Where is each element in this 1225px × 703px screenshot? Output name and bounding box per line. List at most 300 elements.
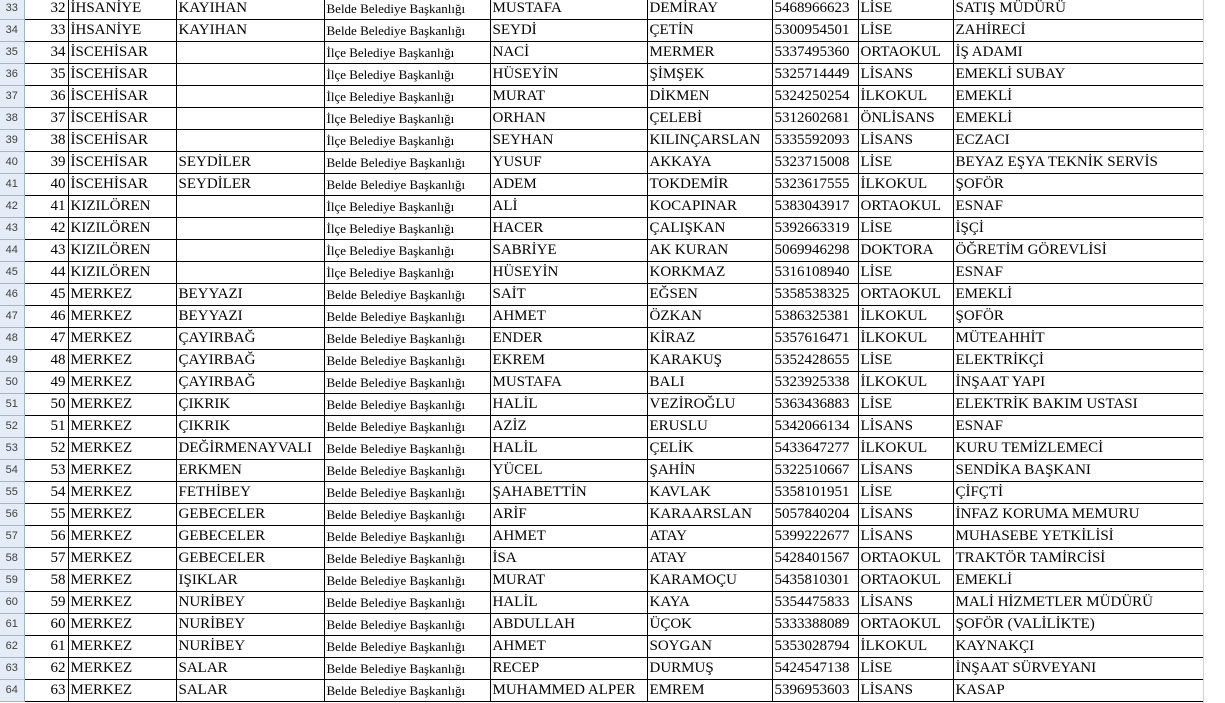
cell-ogrenim[interactable]: LİSANS (858, 526, 953, 548)
cell-ilce[interactable]: İSCEHİSAR (68, 108, 176, 130)
cell-sira-no[interactable]: 36 (24, 86, 68, 108)
row-header[interactable]: 61 (0, 614, 24, 636)
cell-ad[interactable]: HALİL (490, 394, 647, 416)
cell-sira-no[interactable]: 45 (24, 284, 68, 306)
cell-ilce[interactable]: İSCEHİSAR (68, 130, 176, 152)
cell-meslek[interactable]: MALİ HİZMETLER MÜDÜRÜ (953, 592, 1203, 614)
cell-ad[interactable]: RECEP (490, 658, 647, 680)
cell-ogrenim[interactable]: ORTAOKUL (858, 196, 953, 218)
cell-ad[interactable]: HALİL (490, 592, 647, 614)
cell-ilce[interactable]: MERKEZ (68, 350, 176, 372)
cell-ilce[interactable]: MERKEZ (68, 592, 176, 614)
cell-ogrenim[interactable]: LİSE (858, 0, 953, 20)
cell-ogrenim[interactable]: LİSANS (858, 130, 953, 152)
cell-soyad[interactable]: DİKMEN (647, 86, 772, 108)
cell-telefon[interactable]: 5322510667 (772, 460, 858, 482)
cell-belde[interactable]: FETHİBEY (176, 482, 324, 504)
cell-sira-no[interactable]: 59 (24, 592, 68, 614)
cell-ad[interactable]: MURAT (490, 570, 647, 592)
cell-ilce[interactable]: KIZILÖREN (68, 240, 176, 262)
cell-baskanlik[interactable]: Belde Belediye Başkanlığı (324, 350, 490, 372)
cell-ogrenim[interactable]: LİSANS (858, 416, 953, 438)
cell-soyad[interactable]: VEZİROĞLU (647, 394, 772, 416)
cell-sira-no[interactable]: 39 (24, 152, 68, 174)
cell-meslek[interactable]: BEYAZ EŞYA TEKNİK SERVİS (953, 152, 1203, 174)
cell-belde[interactable] (176, 86, 324, 108)
cell-telefon[interactable]: 5323925338 (772, 372, 858, 394)
cell-sira-no[interactable]: 48 (24, 350, 68, 372)
cell-telefon[interactable]: 5342066134 (772, 416, 858, 438)
cell-ilce[interactable]: KIZILÖREN (68, 262, 176, 284)
cell-belde[interactable]: ÇIKRIK (176, 394, 324, 416)
cell-baskanlik[interactable]: Belde Belediye Başkanlığı (324, 592, 490, 614)
cell-soyad[interactable]: KARAMOÇU (647, 570, 772, 592)
cell-soyad[interactable]: KAYA (647, 592, 772, 614)
cell-sira-no[interactable]: 50 (24, 394, 68, 416)
row-header[interactable]: 44 (0, 240, 24, 262)
cell-soyad[interactable]: EMREM (647, 680, 772, 702)
cell-ogrenim[interactable]: ORTAOKUL (858, 614, 953, 636)
cell-sira-no[interactable]: 46 (24, 306, 68, 328)
cell-meslek[interactable]: EMEKLİ (953, 570, 1203, 592)
row-header[interactable]: 47 (0, 306, 24, 328)
cell-belde[interactable]: IŞIKLAR (176, 570, 324, 592)
cell-meslek[interactable]: SATIŞ MÜDÜRÜ (953, 0, 1203, 20)
cell-ilce[interactable]: İSCEHİSAR (68, 86, 176, 108)
cell-meslek[interactable]: İNŞAAT SÜRVEYANI (953, 658, 1203, 680)
cell-sira-no[interactable]: 47 (24, 328, 68, 350)
cell-belde[interactable]: KAYIHAN (176, 0, 324, 20)
row-header[interactable]: 39 (0, 130, 24, 152)
row-header[interactable]: 58 (0, 548, 24, 570)
cell-ilce[interactable]: MERKEZ (68, 306, 176, 328)
cell-ilce[interactable]: MERKEZ (68, 284, 176, 306)
cell-ilce[interactable]: MERKEZ (68, 570, 176, 592)
cell-ogrenim[interactable]: İLKOKUL (858, 86, 953, 108)
cell-ad[interactable]: HÜSEYİN (490, 64, 647, 86)
cell-telefon[interactable]: 5354475833 (772, 592, 858, 614)
cell-sira-no[interactable]: 52 (24, 438, 68, 460)
cell-soyad[interactable]: ATAY (647, 526, 772, 548)
cell-telefon[interactable]: 5357616471 (772, 328, 858, 350)
cell-telefon[interactable]: 5325714449 (772, 64, 858, 86)
cell-meslek[interactable]: ESNAF (953, 416, 1203, 438)
cell-ilce[interactable]: MERKEZ (68, 416, 176, 438)
cell-ogrenim[interactable]: İLKOKUL (858, 306, 953, 328)
cell-baskanlik[interactable]: İlçe Belediye Başkanlığı (324, 86, 490, 108)
cell-baskanlik[interactable]: İlçe Belediye Başkanlığı (324, 130, 490, 152)
cell-telefon[interactable]: 5363436883 (772, 394, 858, 416)
cell-soyad[interactable]: KORKMAZ (647, 262, 772, 284)
cell-ad[interactable]: HALİL (490, 438, 647, 460)
cell-soyad[interactable]: AKKAYA (647, 152, 772, 174)
cell-ad[interactable]: ORHAN (490, 108, 647, 130)
cell-telefon[interactable]: 5300954501 (772, 20, 858, 42)
row-header[interactable]: 37 (0, 86, 24, 108)
cell-ilce[interactable]: KIZILÖREN (68, 218, 176, 240)
cell-sira-no[interactable]: 43 (24, 240, 68, 262)
cell-meslek[interactable]: ÇİFÇTİ (953, 482, 1203, 504)
cell-telefon[interactable]: 5337495360 (772, 42, 858, 64)
cell-ogrenim[interactable]: LİSE (858, 350, 953, 372)
row-header[interactable]: 57 (0, 526, 24, 548)
cell-telefon[interactable]: 5399222677 (772, 526, 858, 548)
cell-soyad[interactable]: ÜÇOK (647, 614, 772, 636)
cell-ad[interactable]: AHMET (490, 306, 647, 328)
cell-ad[interactable]: MUHAMMED ALPER (490, 680, 647, 702)
cell-meslek[interactable]: İŞÇİ (953, 218, 1203, 240)
cell-ogrenim[interactable]: İLKOKUL (858, 328, 953, 350)
cell-ogrenim[interactable]: LİSANS (858, 460, 953, 482)
cell-ilce[interactable]: İSCEHİSAR (68, 42, 176, 64)
cell-belde[interactable] (176, 262, 324, 284)
cell-belde[interactable]: SALAR (176, 680, 324, 702)
cell-belde[interactable]: GEBECELER (176, 548, 324, 570)
cell-telefon[interactable]: 5358101951 (772, 482, 858, 504)
row-header[interactable]: 34 (0, 20, 24, 42)
cell-baskanlik[interactable]: İlçe Belediye Başkanlığı (324, 64, 490, 86)
cell-belde[interactable]: BEYYAZI (176, 306, 324, 328)
cell-telefon[interactable]: 5396953603 (772, 680, 858, 702)
cell-baskanlik[interactable]: Belde Belediye Başkanlığı (324, 306, 490, 328)
cell-ad[interactable]: NACİ (490, 42, 647, 64)
cell-sira-no[interactable]: 33 (24, 20, 68, 42)
cell-telefon[interactable]: 5383043917 (772, 196, 858, 218)
cell-sira-no[interactable]: 44 (24, 262, 68, 284)
cell-telefon[interactable]: 5353028794 (772, 636, 858, 658)
cell-sira-no[interactable]: 55 (24, 504, 68, 526)
cell-soyad[interactable]: KILINÇARSLAN (647, 130, 772, 152)
cell-ad[interactable]: SAİT (490, 284, 647, 306)
cell-baskanlik[interactable]: Belde Belediye Başkanlığı (324, 460, 490, 482)
cell-ogrenim[interactable]: LİSE (858, 262, 953, 284)
cell-ogrenim[interactable]: ORTAOKUL (858, 570, 953, 592)
cell-meslek[interactable]: ELEKTRİK BAKIM USTASI (953, 394, 1203, 416)
cell-telefon[interactable]: 5312602681 (772, 108, 858, 130)
row-header[interactable]: 35 (0, 42, 24, 64)
cell-belde[interactable]: SEYDİLER (176, 152, 324, 174)
cell-sira-no[interactable]: 53 (24, 460, 68, 482)
cell-sira-no[interactable]: 32 (24, 0, 68, 20)
cell-soyad[interactable]: ŞİMŞEK (647, 64, 772, 86)
cell-belde[interactable]: KAYIHAN (176, 20, 324, 42)
cell-ad[interactable]: ABDULLAH (490, 614, 647, 636)
cell-meslek[interactable]: EMEKLİ SUBAY (953, 64, 1203, 86)
row-header[interactable]: 63 (0, 658, 24, 680)
cell-telefon[interactable]: 5316108940 (772, 262, 858, 284)
cell-ilce[interactable]: MERKEZ (68, 658, 176, 680)
cell-sira-no[interactable]: 56 (24, 526, 68, 548)
row-header[interactable]: 41 (0, 174, 24, 196)
cell-baskanlik[interactable]: Belde Belediye Başkanlığı (324, 548, 490, 570)
cell-baskanlik[interactable]: Belde Belediye Başkanlığı (324, 328, 490, 350)
cell-ad[interactable]: HACER (490, 218, 647, 240)
cell-telefon[interactable]: 5333388089 (772, 614, 858, 636)
cell-baskanlik[interactable]: Belde Belediye Başkanlığı (324, 570, 490, 592)
cell-ad[interactable]: YÜCEL (490, 460, 647, 482)
cell-meslek[interactable]: İNŞAAT YAPI (953, 372, 1203, 394)
cell-ogrenim[interactable]: ÖNLİSANS (858, 108, 953, 130)
cell-soyad[interactable]: ÇELİK (647, 438, 772, 460)
cell-baskanlik[interactable]: Belde Belediye Başkanlığı (324, 416, 490, 438)
cell-meslek[interactable]: SENDİKA BAŞKANI (953, 460, 1203, 482)
cell-sira-no[interactable]: 38 (24, 130, 68, 152)
cell-telefon[interactable]: 5323715008 (772, 152, 858, 174)
cell-baskanlik[interactable]: Belde Belediye Başkanlığı (324, 526, 490, 548)
cell-soyad[interactable]: TOKDEMİR (647, 174, 772, 196)
row-header[interactable]: 45 (0, 262, 24, 284)
cell-ilce[interactable]: MERKEZ (68, 438, 176, 460)
cell-soyad[interactable]: ERUSLU (647, 416, 772, 438)
cell-sira-no[interactable]: 57 (24, 548, 68, 570)
cell-baskanlik[interactable]: Belde Belediye Başkanlığı (324, 0, 490, 20)
cell-ad[interactable]: AZİZ (490, 416, 647, 438)
cell-ogrenim[interactable]: ORTAOKUL (858, 42, 953, 64)
cell-ilce[interactable]: MERKEZ (68, 372, 176, 394)
cell-ogrenim[interactable]: LİSE (858, 152, 953, 174)
cell-meslek[interactable]: ŞOFÖR (953, 306, 1203, 328)
cell-soyad[interactable]: SOYGAN (647, 636, 772, 658)
cell-ogrenim[interactable]: LİSE (858, 482, 953, 504)
cell-meslek[interactable]: ŞOFÖR (VALİLİKTE) (953, 614, 1203, 636)
cell-baskanlik[interactable]: İlçe Belediye Başkanlığı (324, 196, 490, 218)
cell-meslek[interactable]: ECZACI (953, 130, 1203, 152)
cell-sira-no[interactable]: 41 (24, 196, 68, 218)
cell-belde[interactable]: ÇIKRIK (176, 416, 324, 438)
cell-ad[interactable]: EKREM (490, 350, 647, 372)
cell-ogrenim[interactable]: İLKOKUL (858, 174, 953, 196)
cell-baskanlik[interactable]: Belde Belediye Başkanlığı (324, 174, 490, 196)
cell-baskanlik[interactable]: İlçe Belediye Başkanlığı (324, 262, 490, 284)
cell-telefon[interactable]: 5069946298 (772, 240, 858, 262)
cell-meslek[interactable]: ŞOFÖR (953, 174, 1203, 196)
cell-telefon[interactable]: 5358538325 (772, 284, 858, 306)
row-header[interactable]: 54 (0, 460, 24, 482)
row-header[interactable]: 60 (0, 592, 24, 614)
cell-ogrenim[interactable]: İLKOKUL (858, 372, 953, 394)
cell-baskanlik[interactable]: İlçe Belediye Başkanlığı (324, 240, 490, 262)
cell-soyad[interactable]: BALI (647, 372, 772, 394)
cell-baskanlik[interactable]: Belde Belediye Başkanlığı (324, 636, 490, 658)
cell-ilce[interactable]: MERKEZ (68, 548, 176, 570)
cell-sira-no[interactable]: 49 (24, 372, 68, 394)
cell-ad[interactable]: YUSUF (490, 152, 647, 174)
row-header[interactable]: 50 (0, 372, 24, 394)
cell-telefon[interactable]: 5435810301 (772, 570, 858, 592)
cell-soyad[interactable]: EĞSEN (647, 284, 772, 306)
cell-ogrenim[interactable]: LİSANS (858, 680, 953, 702)
cell-ogrenim[interactable]: LİSE (858, 218, 953, 240)
cell-soyad[interactable]: ÇALIŞKAN (647, 218, 772, 240)
cell-baskanlik[interactable]: Belde Belediye Başkanlığı (324, 152, 490, 174)
cell-ilce[interactable]: MERKEZ (68, 504, 176, 526)
cell-ad[interactable]: ŞAHABETTİN (490, 482, 647, 504)
cell-meslek[interactable]: EMEKLİ (953, 108, 1203, 130)
cell-belde[interactable] (176, 130, 324, 152)
cell-belde[interactable]: SEYDİLER (176, 174, 324, 196)
cell-baskanlik[interactable]: Belde Belediye Başkanlığı (324, 482, 490, 504)
cell-ad[interactable]: MUSTAFA (490, 372, 647, 394)
cell-meslek[interactable]: ZAHİRECİ (953, 20, 1203, 42)
cell-meslek[interactable]: ÖĞRETİM GÖREVLİSİ (953, 240, 1203, 262)
cell-belde[interactable] (176, 240, 324, 262)
cell-meslek[interactable]: KASAP (953, 680, 1203, 702)
cell-sira-no[interactable]: 37 (24, 108, 68, 130)
cell-ilce[interactable]: İSCEHİSAR (68, 174, 176, 196)
cell-ilce[interactable]: İSCEHİSAR (68, 64, 176, 86)
cell-belde[interactable] (176, 108, 324, 130)
cell-sira-no[interactable]: 35 (24, 64, 68, 86)
cell-soyad[interactable]: KARAARSLAN (647, 504, 772, 526)
cell-baskanlik[interactable]: Belde Belediye Başkanlığı (324, 614, 490, 636)
cell-soyad[interactable]: DEMİRAY (647, 0, 772, 20)
cell-sira-no[interactable]: 34 (24, 42, 68, 64)
row-header[interactable]: 59 (0, 570, 24, 592)
cell-belde[interactable]: ÇAYIRBAĞ (176, 350, 324, 372)
cell-ogrenim[interactable]: LİSANS (858, 592, 953, 614)
cell-ad[interactable]: HÜSEYİN (490, 262, 647, 284)
cell-ad[interactable]: İSA (490, 548, 647, 570)
cell-ilce[interactable]: MERKEZ (68, 328, 176, 350)
cell-ilce[interactable]: KIZILÖREN (68, 196, 176, 218)
row-header[interactable]: 46 (0, 284, 24, 306)
cell-meslek[interactable]: EMEKLİ (953, 284, 1203, 306)
cell-soyad[interactable]: ÇETİN (647, 20, 772, 42)
cell-ilce[interactable]: MERKEZ (68, 636, 176, 658)
cell-ogrenim[interactable]: ORTAOKUL (858, 548, 953, 570)
cell-ogrenim[interactable]: LİSE (858, 394, 953, 416)
cell-belde[interactable]: NURİBEY (176, 636, 324, 658)
cell-soyad[interactable]: KAVLAK (647, 482, 772, 504)
cell-soyad[interactable]: MERMER (647, 42, 772, 64)
cell-telefon[interactable]: 5468966623 (772, 0, 858, 20)
cell-ogrenim[interactable]: LİSE (858, 658, 953, 680)
cell-soyad[interactable]: DURMUŞ (647, 658, 772, 680)
cell-ilce[interactable]: MERKEZ (68, 680, 176, 702)
cell-soyad[interactable]: ŞAHİN (647, 460, 772, 482)
cell-ad[interactable]: AHMET (490, 636, 647, 658)
cell-telefon[interactable]: 5428401567 (772, 548, 858, 570)
cell-belde[interactable]: ÇAYIRBAĞ (176, 372, 324, 394)
cell-ogrenim[interactable]: LİSE (858, 20, 953, 42)
cell-meslek[interactable]: EMEKLİ (953, 86, 1203, 108)
cell-ad[interactable]: SEYDİ (490, 20, 647, 42)
cell-belde[interactable]: ÇAYIRBAĞ (176, 328, 324, 350)
row-header[interactable]: 43 (0, 218, 24, 240)
row-header[interactable]: 55 (0, 482, 24, 504)
row-header[interactable]: 40 (0, 152, 24, 174)
cell-sira-no[interactable]: 63 (24, 680, 68, 702)
cell-belde[interactable]: ERKMEN (176, 460, 324, 482)
cell-ilce[interactable]: MERKEZ (68, 614, 176, 636)
cell-meslek[interactable]: KURU TEMİZLEMECİ (953, 438, 1203, 460)
cell-telefon[interactable]: 5386325381 (772, 306, 858, 328)
cell-telefon[interactable]: 5424547138 (772, 658, 858, 680)
cell-belde[interactable] (176, 64, 324, 86)
cell-baskanlik[interactable]: Belde Belediye Başkanlığı (324, 394, 490, 416)
cell-telefon[interactable]: 5057840204 (772, 504, 858, 526)
cell-baskanlik[interactable]: Belde Belediye Başkanlığı (324, 372, 490, 394)
row-header[interactable]: 48 (0, 328, 24, 350)
cell-baskanlik[interactable]: Belde Belediye Başkanlığı (324, 438, 490, 460)
cell-ad[interactable]: SABRİYE (490, 240, 647, 262)
cell-sira-no[interactable]: 51 (24, 416, 68, 438)
cell-sira-no[interactable]: 40 (24, 174, 68, 196)
cell-ogrenim[interactable]: ORTAOKUL (858, 284, 953, 306)
cell-belde[interactable]: NURİBEY (176, 592, 324, 614)
cell-sira-no[interactable]: 54 (24, 482, 68, 504)
cell-baskanlik[interactable]: Belde Belediye Başkanlığı (324, 680, 490, 702)
row-header[interactable]: 51 (0, 394, 24, 416)
cell-belde[interactable]: NURİBEY (176, 614, 324, 636)
cell-baskanlik[interactable]: İlçe Belediye Başkanlığı (324, 108, 490, 130)
cell-telefon[interactable]: 5433647277 (772, 438, 858, 460)
cell-belde[interactable]: GEBECELER (176, 526, 324, 548)
cell-telefon[interactable]: 5335592093 (772, 130, 858, 152)
cell-soyad[interactable]: ÇELEBİ (647, 108, 772, 130)
row-header[interactable]: 62 (0, 636, 24, 658)
cell-meslek[interactable]: ESNAF (953, 262, 1203, 284)
cell-ogrenim[interactable]: İLKOKUL (858, 636, 953, 658)
cell-meslek[interactable]: MUHASEBE YETKİLİSİ (953, 526, 1203, 548)
cell-sira-no[interactable]: 60 (24, 614, 68, 636)
cell-meslek[interactable]: İNFAZ KORUMA MEMURU (953, 504, 1203, 526)
cell-ogrenim[interactable]: LİSANS (858, 64, 953, 86)
cell-meslek[interactable]: KAYNAKÇI (953, 636, 1203, 658)
cell-meslek[interactable]: TRAKTÖR TAMİRCİSİ (953, 548, 1203, 570)
row-header[interactable]: 52 (0, 416, 24, 438)
cell-ilce[interactable]: İHSANİYE (68, 0, 176, 20)
cell-ilce[interactable]: MERKEZ (68, 526, 176, 548)
cell-sira-no[interactable]: 42 (24, 218, 68, 240)
cell-ilce[interactable]: MERKEZ (68, 394, 176, 416)
cell-belde[interactable] (176, 42, 324, 64)
cell-ilce[interactable]: MERKEZ (68, 460, 176, 482)
cell-meslek[interactable]: ELEKTRİKÇİ (953, 350, 1203, 372)
row-header[interactable]: 33 (0, 0, 24, 20)
cell-ad[interactable]: MURAT (490, 86, 647, 108)
row-header[interactable]: 42 (0, 196, 24, 218)
cell-meslek[interactable]: ESNAF (953, 196, 1203, 218)
cell-belde[interactable] (176, 196, 324, 218)
cell-sira-no[interactable]: 58 (24, 570, 68, 592)
cell-ilce[interactable]: İHSANİYE (68, 20, 176, 42)
cell-ilce[interactable]: MERKEZ (68, 482, 176, 504)
cell-ogrenim[interactable]: İLKOKUL (858, 438, 953, 460)
cell-soyad[interactable]: AK KURAN (647, 240, 772, 262)
cell-telefon[interactable]: 5324250254 (772, 86, 858, 108)
cell-soyad[interactable]: ÖZKAN (647, 306, 772, 328)
cell-belde[interactable] (176, 218, 324, 240)
cell-soyad[interactable]: ATAY (647, 548, 772, 570)
cell-telefon[interactable]: 5352428655 (772, 350, 858, 372)
cell-ad[interactable]: MUSTAFA (490, 0, 647, 20)
cell-baskanlik[interactable]: Belde Belediye Başkanlığı (324, 284, 490, 306)
cell-soyad[interactable]: KOCAPINAR (647, 196, 772, 218)
row-header[interactable]: 56 (0, 504, 24, 526)
cell-ogrenim[interactable]: DOKTORA (858, 240, 953, 262)
cell-soyad[interactable]: KİRAZ (647, 328, 772, 350)
row-header[interactable]: 53 (0, 438, 24, 460)
row-header[interactable]: 38 (0, 108, 24, 130)
cell-baskanlik[interactable]: İlçe Belediye Başkanlığı (324, 218, 490, 240)
cell-ad[interactable]: AHMET (490, 526, 647, 548)
row-header[interactable]: 64 (0, 680, 24, 702)
cell-belde[interactable]: DEĞİRMENAYVALI (176, 438, 324, 460)
cell-ad[interactable]: ALİ (490, 196, 647, 218)
cell-telefon[interactable]: 5323617555 (772, 174, 858, 196)
cell-belde[interactable]: SALAR (176, 658, 324, 680)
